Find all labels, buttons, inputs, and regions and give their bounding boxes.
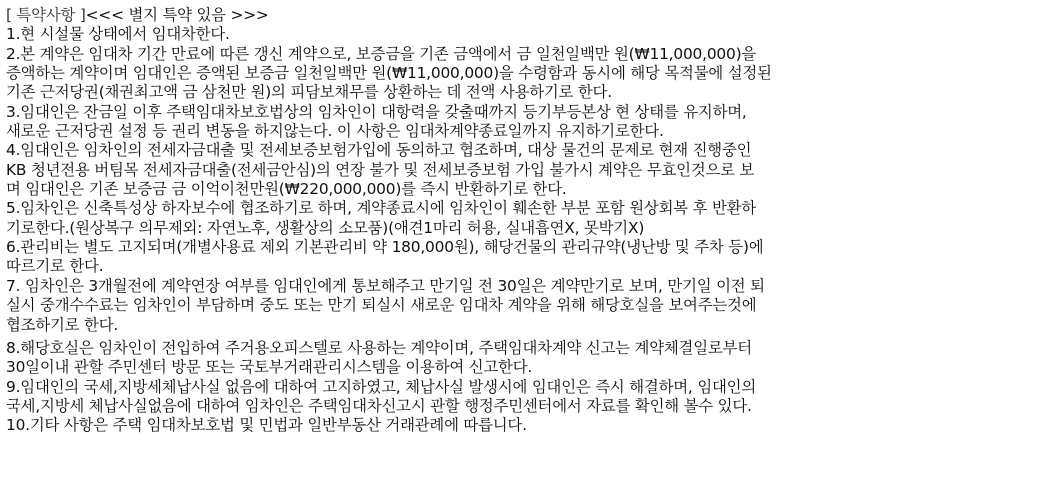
clause-6-line-2: 따르기로 한다. xyxy=(6,257,104,276)
clause-10-line-1: 10.기타 사항은 주택 임대차보호법 및 민법과 일반부동산 거래관례에 따릅니다. xyxy=(6,416,527,435)
clause-8-line-1: 8.해당호실은 임차인이 전입하여 주거용오피스텔로 사용하는 계약이며, 주택임대차계약 신고는 계약체결일로부터 xyxy=(6,338,752,357)
clause-5-line-1: 5.임차인은 신축특성상 하자보수에 협조하기로 하며, 계약종료시에 임차인이 훼손한 부분 포함 원상회복 후 반환하 xyxy=(6,199,756,218)
clause-6-line-1: 6.관리비는 별도 고지되며(개별사용료 제외 기본관리비 약 180,000원), 해당건물의 관리규약(냉난방 및 주차 등)에 xyxy=(6,238,764,257)
clause-7-line-1: 7. 임차인은 3개월전에 계약연장 여부를 임대인에게 통보해주고 만기일 전 30일은 계약만기로 보며, 만기일 이전 퇴 xyxy=(6,276,765,295)
special-terms-label: [ 특약사항 ] xyxy=(6,6,86,24)
clause-2-line-2: 증액하는 계약이며 임대인은 증액된 보증금 일천일백만 원(₩11,000,000)을 수령함과 동시에 해당 목적물에 설정된 xyxy=(6,64,772,83)
clause-4-line-1: 4.임대인은 임차인의 전세자금대출 및 전세보증보험가입에 동의하고 협조하며, 대상 물건의 문제로 현재 진행중인 xyxy=(6,141,752,160)
clause-7-line-3: 협조하기로 한다. xyxy=(6,315,119,334)
clause-4-line-2: KB 청년전용 버팀목 전세자금대출(전세금안심)의 연장 불가 및 전세보증보험 가입 불가시 계약은 무효인것으로 보 xyxy=(6,160,755,179)
special-terms-header xyxy=(6,6,1034,25)
clause-3-line-1: 3.임대인은 잔금일 이후 주택임대차보호법상의 임차인이 대항력을 갖출때까지 등기부등본상 현 상태를 유지하며, xyxy=(6,102,747,121)
clause-1-line-1: 1.현 시설물 상태에서 임대차한다. xyxy=(6,25,230,44)
clause-3-line-2: 새로운 근저당권 설정 등 권리 변동을 하지않는다. 이 사항은 임대차계약종료일까지 유지하기로한다. xyxy=(6,122,664,141)
special-terms-document xyxy=(6,6,1034,436)
clause-7-line-2: 실시 중개수수료는 임차인이 부담하며 중도 또는 만기 퇴실시 새로운 임대차 계약을 위해 해당호실을 보여주는것에 xyxy=(6,296,757,315)
clause-9-line-2: 국세,지방세 체납사실없음에 대하여 임차인은 주택임대차신고시 관할 행정주민센터에서 자료를 확인해 볼수 있다. xyxy=(6,396,752,415)
clause-5-line-2: 기로한다.(원상복구 의무제외: 자연노후, 생활상의 소모품)(애견1마리 허용, 실내흡연X, 못박기X) xyxy=(6,218,645,237)
clause-2-line-1: 2.본 계약은 임대차 기간 만료에 따른 갱신 계약으로, 보증금을 기존 금액에서 금 일천일백만 원(₩11,000,000)을 xyxy=(6,44,757,63)
attachment-note: <<< 별지 특약 있음 >>> xyxy=(85,6,269,24)
clause-8-line-2: 30일이내 관할 주민센터 방문 또는 국토부거래관리시스템을 이용하여 신고한다. xyxy=(6,358,533,377)
clause-9-line-1: 9.임대인의 국세,지방세체납사실 없음에 대하여 고지하였고, 체납사실 발생시에 임대인은 즉시 해결하며, 임대인의 xyxy=(6,377,756,396)
clause-4-line-3: 며 임대인은 기존 보증금 금 이억이천만원(₩220,000,000)를 즉시 반환하기로 한다. xyxy=(6,180,567,199)
clause-2-line-3: 기존 근저당권(채권최고액 금 삼천만 원)의 피담보채무를 상환하는 데 전액 사용하기로 한다. xyxy=(6,83,612,102)
